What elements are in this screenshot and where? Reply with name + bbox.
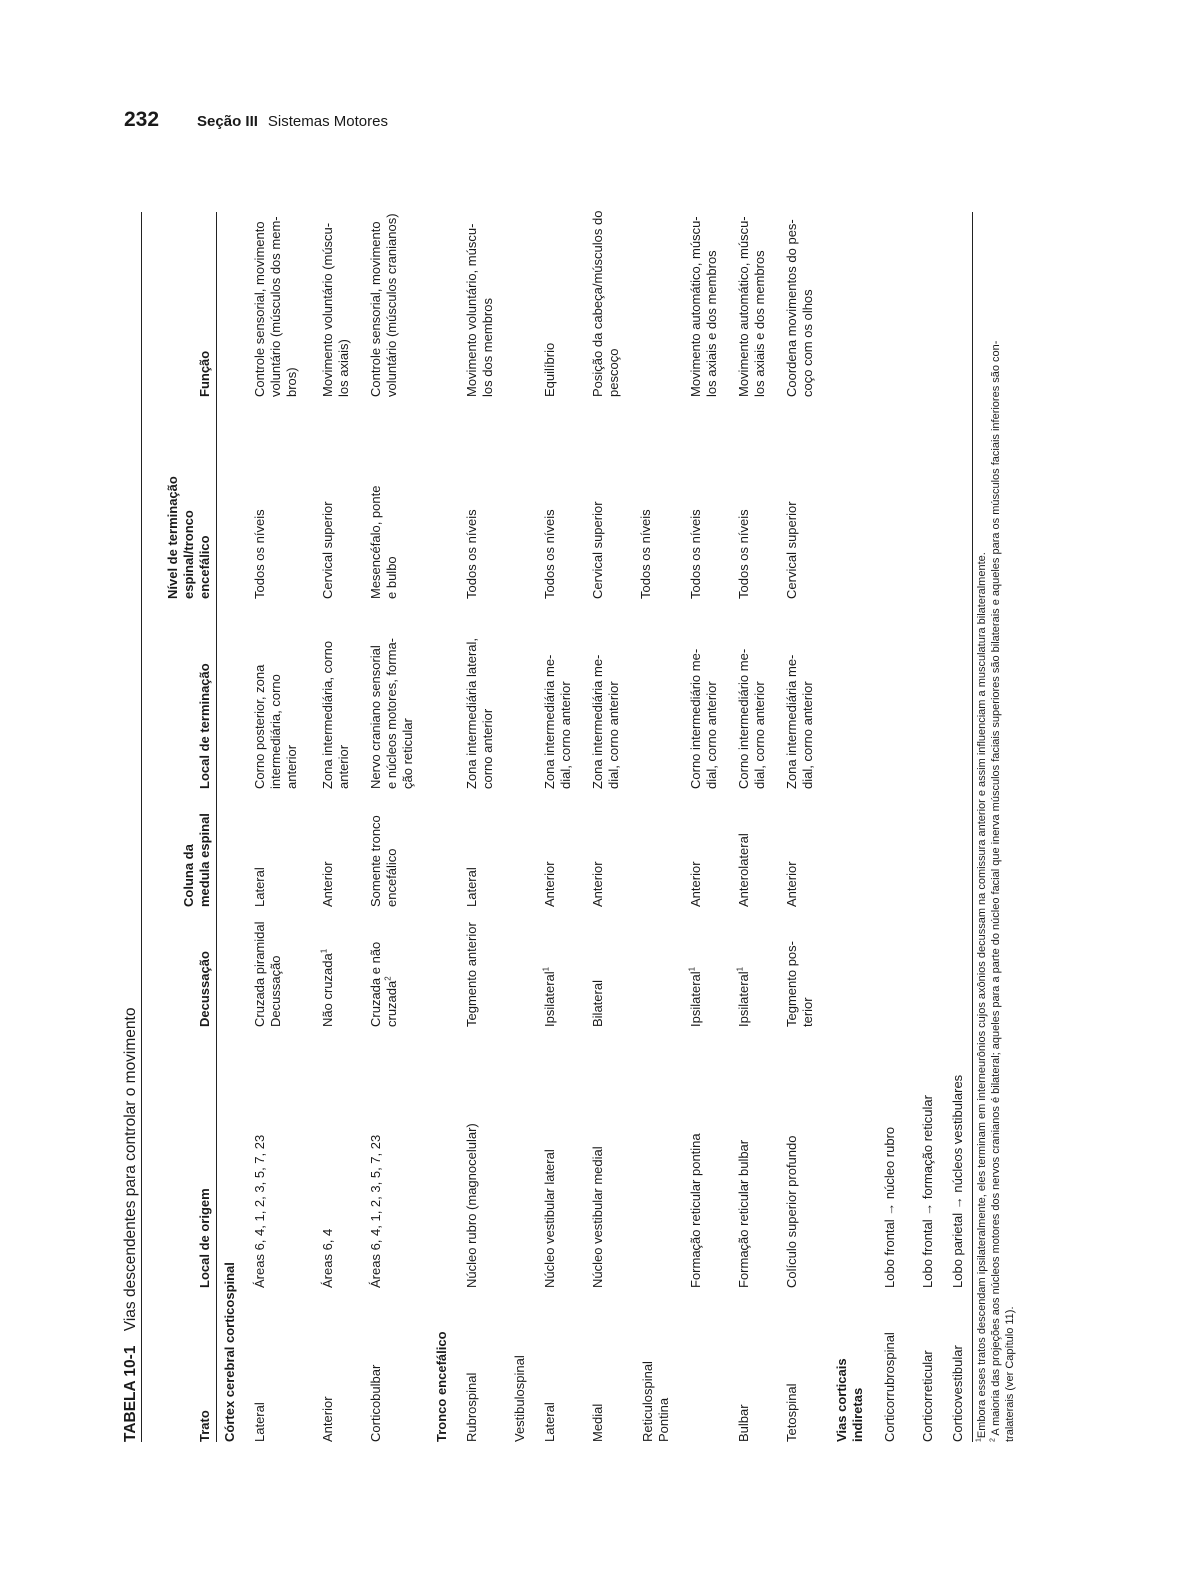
table-title: Vias descendentes para controlar o movimento bbox=[122, 1007, 139, 1332]
bulbar-nivel: Todos os níveis bbox=[736, 509, 751, 599]
lateral-terminacao-2: intermediária, corno bbox=[268, 674, 283, 789]
page-number: 232 bbox=[124, 108, 160, 131]
pontina-nivel: Todos os níveis bbox=[688, 509, 703, 599]
header-nivel-2: espinal/tronco bbox=[181, 510, 196, 599]
table-caption bbox=[122, 1008, 140, 1442]
footnote-2-cont: tralaterais (ver Capítulo 11). bbox=[1004, 1306, 1016, 1442]
corticobulbar-decussacao-1: Cruzada e não bbox=[368, 941, 383, 1027]
anterior-terminacao-1: Zona intermediária, corno bbox=[320, 640, 335, 789]
vest-medial-terminacao-1: Zona intermediária me- bbox=[590, 654, 605, 789]
header-decussacao: Decussação bbox=[197, 951, 212, 1027]
tetospinal-funcao-1: Coordena movimentos do pes- bbox=[784, 219, 799, 397]
corticorreticular-origem: Lobo frontal → formação reticular bbox=[920, 1095, 935, 1288]
bulbar-funcao-1: Movimento automático, múscu- bbox=[736, 216, 751, 397]
anterior-coluna: Anterior bbox=[320, 861, 335, 907]
corticobulbar-coluna-1: Somente tronco bbox=[368, 815, 383, 907]
rubrospinal-origem: Núcleo rubro (magnocelular) bbox=[464, 1123, 479, 1288]
vest-medial-trato: Medial bbox=[590, 1403, 605, 1442]
bulbar-terminacao-1: Corno intermediário me- bbox=[736, 648, 751, 789]
rubrospinal-terminacao-2: corno anterior bbox=[480, 708, 495, 789]
pontina-funcao-1: Movimento automático, múscu- bbox=[688, 216, 703, 397]
corticobulbar-terminacao-1: Nervo craniano sensorial bbox=[368, 645, 383, 789]
header-terminacao: Local de terminação bbox=[197, 663, 212, 789]
tetospinal-trato: Tetospinal bbox=[784, 1383, 799, 1442]
header-coluna-1: Coluna da bbox=[181, 844, 196, 907]
corticobulbar-coluna-2: encefálico bbox=[384, 848, 399, 907]
lateral-origem: Áreas 6, 4, 1, 2, 3, 5, 7, 23 bbox=[252, 1134, 267, 1288]
bulbar-trato: Bulbar bbox=[736, 1404, 751, 1442]
corticorrubrospinal-origem: Lobo frontal → núcleo rubro bbox=[882, 1126, 897, 1288]
corticobulbar-decussacao-2: cruzada$^2$ bbox=[383, 976, 399, 1027]
rubrospinal-coluna: Lateral bbox=[464, 867, 479, 907]
corticobulbar-funcao-2: voluntário (músculos cranianos) bbox=[384, 213, 399, 397]
bulbar-origem: Formação reticular bulbar bbox=[736, 1139, 751, 1288]
table-bottom-rule bbox=[972, 212, 973, 1442]
lateral-decussacao-2: Decussação bbox=[268, 955, 283, 1027]
vest-lateral-nivel: Todos os níveis bbox=[542, 509, 557, 599]
corticorreticular-trato: Corticorreticular bbox=[920, 1350, 935, 1442]
vest-medial-funcao-1: Posição da cabeça/músculos do bbox=[590, 210, 605, 397]
vest-lateral-coluna: Anterior bbox=[542, 861, 557, 907]
tetospinal-decussacao-1: Tegmento pos- bbox=[784, 941, 799, 1027]
corticobulbar-funcao-1: Controle sensorial, movimento bbox=[368, 221, 383, 397]
bulbar-funcao-2: los axiais e dos membros bbox=[752, 250, 767, 397]
lateral-coluna: Lateral bbox=[252, 867, 267, 907]
rubrospinal-trato: Rubrospinal bbox=[464, 1372, 479, 1442]
corticobulbar-nivel-1: Mesencéfalo, ponte bbox=[368, 485, 383, 599]
anterior-trato: Anterior bbox=[320, 1396, 335, 1442]
vest-lateral-origem: Núcleo vestibular lateral bbox=[542, 1149, 557, 1288]
lateral-decussacao-1: Cruzada piramidal bbox=[252, 921, 267, 1027]
tetospinal-coluna: Anterior bbox=[784, 861, 799, 907]
corticovestibular-origem: Lobo parietal → núcleos vestibulares bbox=[950, 1074, 965, 1288]
vest-medial-origem: Núcleo vestibular medial bbox=[590, 1146, 605, 1288]
anterior-origem: Áreas 6, 4 bbox=[320, 1228, 335, 1288]
section-label: Seção III bbox=[197, 113, 258, 130]
pontina-trato: Pontina bbox=[656, 1397, 671, 1442]
header-origem: Local de origem bbox=[197, 1188, 212, 1288]
vest-lateral-funcao: Equilíbrio bbox=[542, 342, 557, 397]
group-vias-2: indiretas bbox=[850, 1387, 865, 1442]
tetospinal-decussacao-2: terior bbox=[800, 997, 815, 1027]
rubrospinal-decussacao: Tegmento anterior bbox=[464, 922, 479, 1027]
vest-medial-decussacao: Bilateral bbox=[590, 980, 605, 1027]
corticorrubrospinal-trato: Corticorrubrospinal bbox=[882, 1332, 897, 1442]
corticobulbar-terminacao-2: e núcleos motores, forma- bbox=[384, 637, 399, 789]
header-rule bbox=[216, 212, 217, 1442]
tetospinal-origem: Colículo superior profundo bbox=[784, 1135, 799, 1288]
rubrospinal-funcao-1: Movimento voluntário, múscu- bbox=[464, 223, 479, 397]
tetospinal-funcao-2: coço com os olhos bbox=[800, 289, 815, 397]
lateral-trato: Lateral bbox=[252, 1402, 267, 1442]
rubrospinal-nivel: Todos os níveis bbox=[464, 509, 479, 599]
footnote-ref-2: 2 bbox=[383, 976, 393, 981]
footnote-ref-1: 1 bbox=[319, 948, 329, 954]
header-nivel-1: Nível de terminação bbox=[165, 476, 180, 599]
group-tronco: Tronco encefálico bbox=[434, 1331, 449, 1442]
pontina-funcao-2: los axiais e dos membros bbox=[704, 250, 719, 397]
rubrospinal-funcao-2: los dos membros bbox=[480, 298, 495, 397]
anterior-funcao-2: los axiais) bbox=[336, 339, 351, 397]
header-nivel-3: encefálico bbox=[197, 535, 212, 599]
bulbar-decussacao: Ipsilateral$^1$ bbox=[735, 966, 751, 1027]
table-label: TABELA 10-1 bbox=[122, 1345, 139, 1442]
pontina-coluna: Anterior bbox=[688, 861, 703, 907]
footnote-1: $^1$Embora esses tratos descendam ipsilateralmente, eles terminam em interneurônios cujos axônios decussam na comissura anterior e assim influenciam a musculatura bilateralmente. bbox=[975, 552, 988, 1442]
corticobulbar-nivel-2: e bulbo bbox=[384, 556, 399, 599]
corticobulbar-terminacao-3: ção reticular bbox=[400, 718, 415, 789]
group-cortex: Córtex cerebral corticospinal bbox=[222, 1262, 237, 1442]
lateral-terminacao-3: anterior bbox=[284, 744, 299, 789]
pontina-origem: Formação reticular pontina bbox=[688, 1133, 703, 1288]
lateral-funcao-1: Controle sensorial, movimento bbox=[252, 221, 267, 397]
lateral-terminacao-1: Corno posterior, zona bbox=[252, 664, 267, 789]
bulbar-coluna: Anterolateral bbox=[736, 833, 751, 907]
vest-medial-terminacao-2: dial, corno anterior bbox=[606, 681, 621, 789]
anterior-terminacao-2: anterior bbox=[336, 744, 351, 789]
lateral-funcao-2: voluntário (músculos dos mem- bbox=[268, 216, 283, 397]
vest-lateral-terminacao-1: Zona intermediária me- bbox=[542, 654, 557, 789]
header-coluna-2: medula espinal bbox=[197, 813, 212, 907]
vest-medial-funcao-2: pescoço bbox=[606, 348, 621, 397]
vest-medial-nivel: Cervical superior bbox=[590, 501, 605, 599]
vest-lateral-terminacao-2: dial, corno anterior bbox=[558, 681, 573, 789]
header-trato: Trato bbox=[197, 1410, 212, 1442]
reticulospinal-nivel: Todos os níveis bbox=[638, 509, 653, 599]
reticulospinal-trato: Reticulospinal bbox=[640, 1361, 655, 1442]
vest-lateral-trato: Lateral bbox=[542, 1402, 557, 1442]
vestibulospinal-trato: Vestibulospinal bbox=[512, 1355, 527, 1442]
tetospinal-terminacao-2: dial, corno anterior bbox=[800, 681, 815, 789]
pontina-terminacao-2: dial, corno anterior bbox=[704, 681, 719, 789]
vest-lateral-decussacao: Ipsilateral$^1$ bbox=[541, 966, 557, 1027]
footnote-2: $^2$ A maioria das projeções aos núcleos motores dos nervos cranianos é bilateral; aqueles para a parte do núcleo facial que inerva músculos faciais superiores são bilaterais e aqueles para os músculos faciais inferiores são con- bbox=[989, 340, 1002, 1442]
tetospinal-terminacao-1: Zona intermediária me- bbox=[784, 654, 799, 789]
pontina-terminacao-1: Corno intermediário me- bbox=[688, 648, 703, 789]
corticobulbar-trato: Corticobulbar bbox=[368, 1364, 383, 1442]
caption-rule bbox=[141, 212, 142, 1442]
group-vias-1: Vias corticais bbox=[834, 1358, 849, 1442]
lateral-funcao-3: bros) bbox=[284, 367, 299, 397]
anterior-decussacao: Não cruzada$^1$ bbox=[319, 948, 335, 1027]
bulbar-terminacao-2: dial, corno anterior bbox=[752, 681, 767, 789]
rubrospinal-terminacao-1: Zona intermediária lateral, bbox=[464, 637, 479, 789]
pontina-decussacao: Ipsilateral$^1$ bbox=[687, 966, 703, 1027]
corticovestibular-trato: Corticovestibular bbox=[950, 1345, 965, 1442]
anterior-nivel: Cervical superior bbox=[320, 501, 335, 599]
tetospinal-nivel: Cervical superior bbox=[784, 501, 799, 599]
header-funcao: Função bbox=[197, 350, 212, 397]
section-title: Sistemas Motores bbox=[267, 113, 388, 130]
vest-medial-coluna: Anterior bbox=[590, 861, 605, 907]
corticobulbar-origem: Áreas 6, 4, 1, 2, 3, 5, 7, 23 bbox=[368, 1134, 383, 1288]
anterior-funcao-1: Movimento voluntário (múscu- bbox=[320, 222, 335, 397]
lateral-nivel: Todos os níveis bbox=[252, 509, 267, 599]
